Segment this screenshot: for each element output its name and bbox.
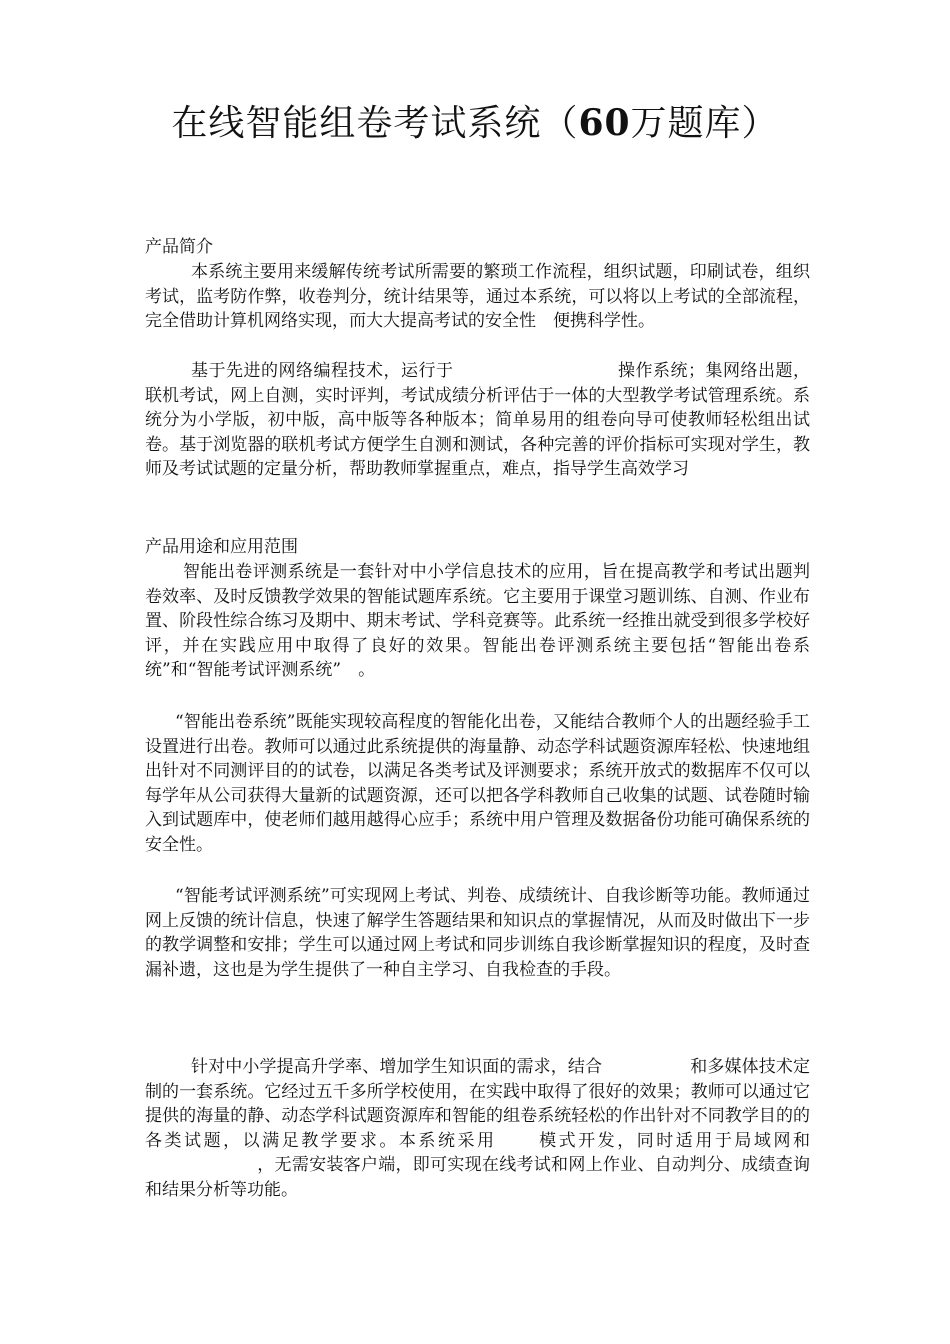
intro-p2-after-gap: 操作系统；集网络出题，联机考试，网上自测，实时评判，考试成绩分析评估于一体的大型教学考试管理系统。系统分为小学版，初中版，高中版等各种版本；简单易用的组卷向导可使教师轻松组出试卷。基于浏览器的联机考试方便学生自测和测试，各种完善的评价指标可实现对学生，教师及考试试题的定量分析，帮助教师掌握重点，难点，指导学生高效学习 [145,361,810,479]
document-title [0,98,950,149]
intro-paragraph-1: 本系统主要用来缓解传统考试所需要的繁琐工作流程，组织试题，印刷试卷，组织考试，监考防作弊，收卷判分，统计结果等，通过本系统，可以将以上考试的全部流程，完全借助计算机网络实现，而大大提高考试的安全性 便携科学性。 [145,262,810,331]
title-suffix: 万题库） [630,103,779,144]
usage-paragraph-4 [145,1055,810,1202]
usage-p4-part3: 模式开发，同时适用于局域网和 [536,1130,810,1151]
title-number: 60 [578,102,631,144]
usage-p4-part4: ，无需安装客户端，即可实现在线考试和网上作业、自动判分、成绩查询和结果分析等功能。 [145,1155,810,1200]
usage-paragraph-1: 智能出卷评测系统是一套针对中小学信息技术的应用，旨在提高教学和考试出题判卷效率、及时反馈教学效果的智能试题库系统。它主要用于课堂习题训练、自测、作业布置、阶段性综合练习及期中、期末考试、学科竞赛等。此系统一经推出就受到很多学校好评，并在实践应用中取得了良好的效果。智能出卷评测系统主要包括“智能出卷系统”和“智能考试评测系统” 。 [145,562,810,680]
usage-p4-part1: 针对中小学提高升学率、增加学生知识面的需求，结合 [191,1057,603,1077]
intro-paragraph-2 [145,359,810,482]
usage-paragraph-3: “智能考试评测系统”可实现网上考试、判卷、成绩统计、自我诊断等功能。教师通过网上反馈的统计信息，快速了解学生答题结果和知识点的掌握情况，从而及时做出下一步的教学调整和安排；学生可以通过网上考试和同步训练自我诊断掌握知识的程度，及时查漏补遗，这也是为学生提供了一种自主学习、自我检查的手段。 [145,886,810,980]
title-prefix: 在线智能组卷考试系统（ [171,103,579,144]
usage-paragraph-2: “智能出卷系统”既能实现较高程度的智能化出卷，又能结合教师个人的出题经验手工设置进行出卷。教师可以通过此系统提供的海量静、动态学科试题资源库轻松、快速地组出针对不同测评目的的试卷，以满足各类考试及评测要求；系统开放式的数据库不仅可以每学年从公司获得大量新的试题资源，还可以把各学科教师自己收集的试题、试卷随时输入到试题库中，使老师们越用越得心应手；系统中用户管理及数据备份功能可确保系统的安全性。 [145,712,810,855]
intro-p2-before-gap: 基于先进的网络编程技术，运行于 [191,361,454,381]
section-heading-intro: 产品简介 [145,237,213,257]
section-heading-usage: 产品用途和应用范围 [145,537,298,557]
usage-p4-part2: 和多媒体技术定制的一套系统。它经过五千多所学校使用，在实践中取得了很好的效果；教师可以通过它提供的海量的静、动态学科试题资源库和智能的组卷系统轻松的作出针对不同教学目的的各类试题，以满足教学要求。本系统采用 [145,1057,811,1151]
